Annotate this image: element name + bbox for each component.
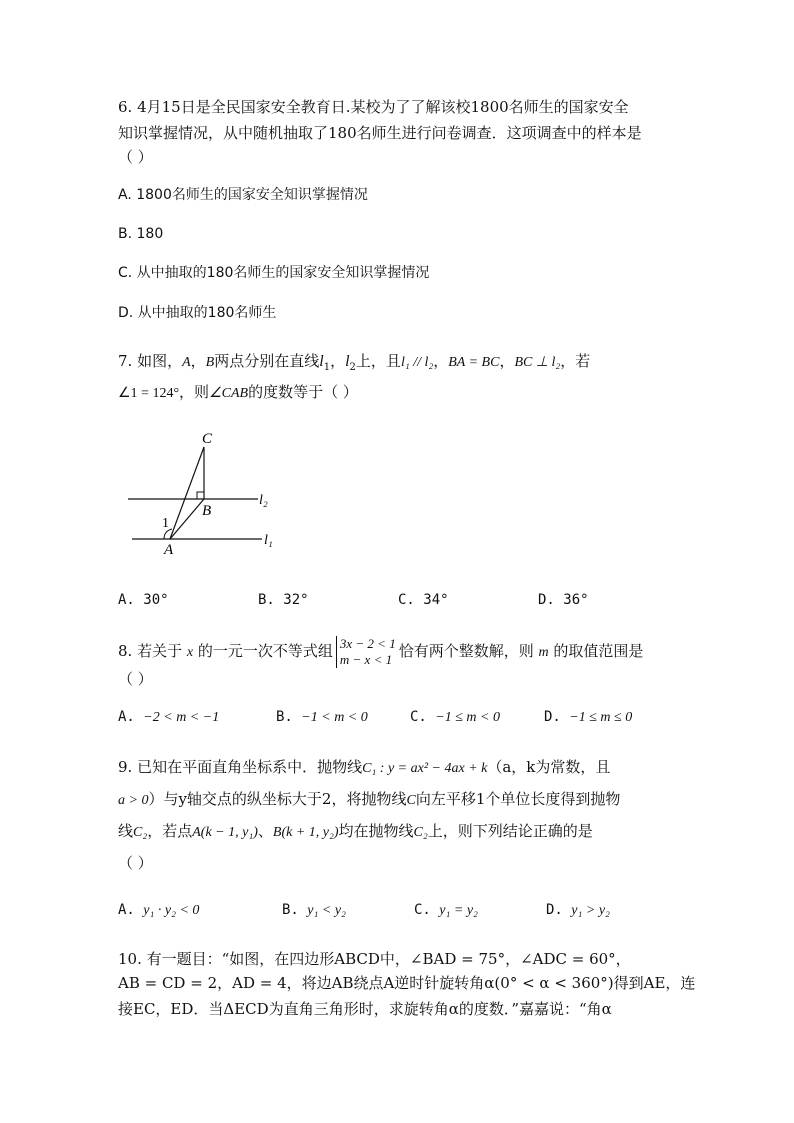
- q6-line-2: 知识掌握情况，从中随机抽取了180名师生进行问卷调查．这项调查中的样本是: [118, 124, 642, 142]
- q7-option-a[interactable]: A. 30°: [118, 592, 169, 608]
- q7-line-1: 7. 如图，A，B两点分别在直线$l_1$，$l_2$上，且l₁ // l₂，BA = BC，BC ⊥ l₂，若: [118, 352, 591, 373]
- q8-line-1: 8. 若关于 x 的一元一次不等式组 3x − 2 < 1 m − x < 1 恰有两个整数解，则 m 的取值范围是: [118, 636, 644, 667]
- label-b: B: [202, 503, 212, 519]
- q9-option-c[interactable]: C. y₁ = y₂: [414, 902, 478, 918]
- q8-inequality-system: 3x − 2 < 1 m − x < 1: [336, 636, 396, 668]
- q9-line-3: 线C₂，若点A(k − 1, y₁)、B(k + 1, y₂)均在抛物线C₂上，则下列结论正确的是: [118, 822, 593, 840]
- q9-paren: （ ）: [118, 854, 153, 872]
- q7-option-d[interactable]: D. 36°: [538, 592, 589, 608]
- q7-option-c[interactable]: C. 34°: [398, 592, 449, 608]
- q6-option-d[interactable]: D. 从中抽取的180名师生: [118, 305, 277, 321]
- label-1: 1: [162, 516, 169, 531]
- label-a: A: [164, 542, 174, 558]
- q8-option-d[interactable]: D. −1 ≤ m ≤ 0: [544, 709, 633, 725]
- label-l1: l₁: [264, 533, 273, 548]
- q6-option-b[interactable]: B. 180: [118, 226, 164, 242]
- q10-line-2: AB = CD = 2，AD = 4，将边AB绕点A逆时针旋转角α(0° < α < 360°)得到AE，连: [118, 974, 696, 992]
- q10-line-3: 接EC，ED．当ΔECD为直角三角形时，求旋转角α的度数．”嘉嘉说：“角α: [118, 1000, 612, 1018]
- q9-option-d[interactable]: D. y₁ > y₂: [546, 902, 610, 918]
- segment-ca: [170, 447, 204, 539]
- q7-figure: [120, 425, 290, 560]
- q8-paren: （ ）: [118, 670, 153, 688]
- segment-ab: [170, 499, 204, 539]
- q8-option-a[interactable]: A. −2 < m < −1: [118, 709, 220, 725]
- q7-line-2: ∠1 = 124°，则∠CAB的度数等于（ ）: [118, 383, 358, 401]
- q8-option-b[interactable]: B. −1 < m < 0: [276, 709, 368, 725]
- q7-option-b[interactable]: B. 32°: [258, 592, 309, 608]
- q6-option-c[interactable]: C. 从中抽取的180名师生的国家安全知识掌握情况: [118, 265, 430, 281]
- q6-option-a[interactable]: A. 1800名师生的国家安全知识掌握情况: [118, 187, 368, 203]
- q6-paren: （ ）: [118, 148, 153, 166]
- q9-option-b[interactable]: B. y₁ < y₂: [282, 902, 346, 918]
- q6-line-1: 6. 4月15日是全民国家安全教育日.某校为了了解该校1800名师生的国家安全: [118, 98, 629, 116]
- label-c: C: [202, 431, 213, 447]
- q10-line-1: 10. 有一题目：“如图，在四边形ABCD中，∠BAD = 75°，∠ADC = 60°，: [118, 950, 631, 968]
- right-angle-mark: [197, 492, 204, 499]
- q9-line-2: a > 0）与y轴交点的纵坐标大于2，将抛物线C向左平移1个单位长度得到抛物: [118, 790, 621, 808]
- q8-option-c[interactable]: C. −1 ≤ m < 0: [410, 709, 500, 725]
- label-l2: l₂: [259, 493, 268, 508]
- q9-option-a[interactable]: A. y₁ · y₂ < 0: [118, 902, 200, 918]
- q9-line-1: 9. 已知在平面直角坐标系中．抛物线C₁ : y = ax² − 4ax + k（a，k为常数，且: [118, 758, 611, 776]
